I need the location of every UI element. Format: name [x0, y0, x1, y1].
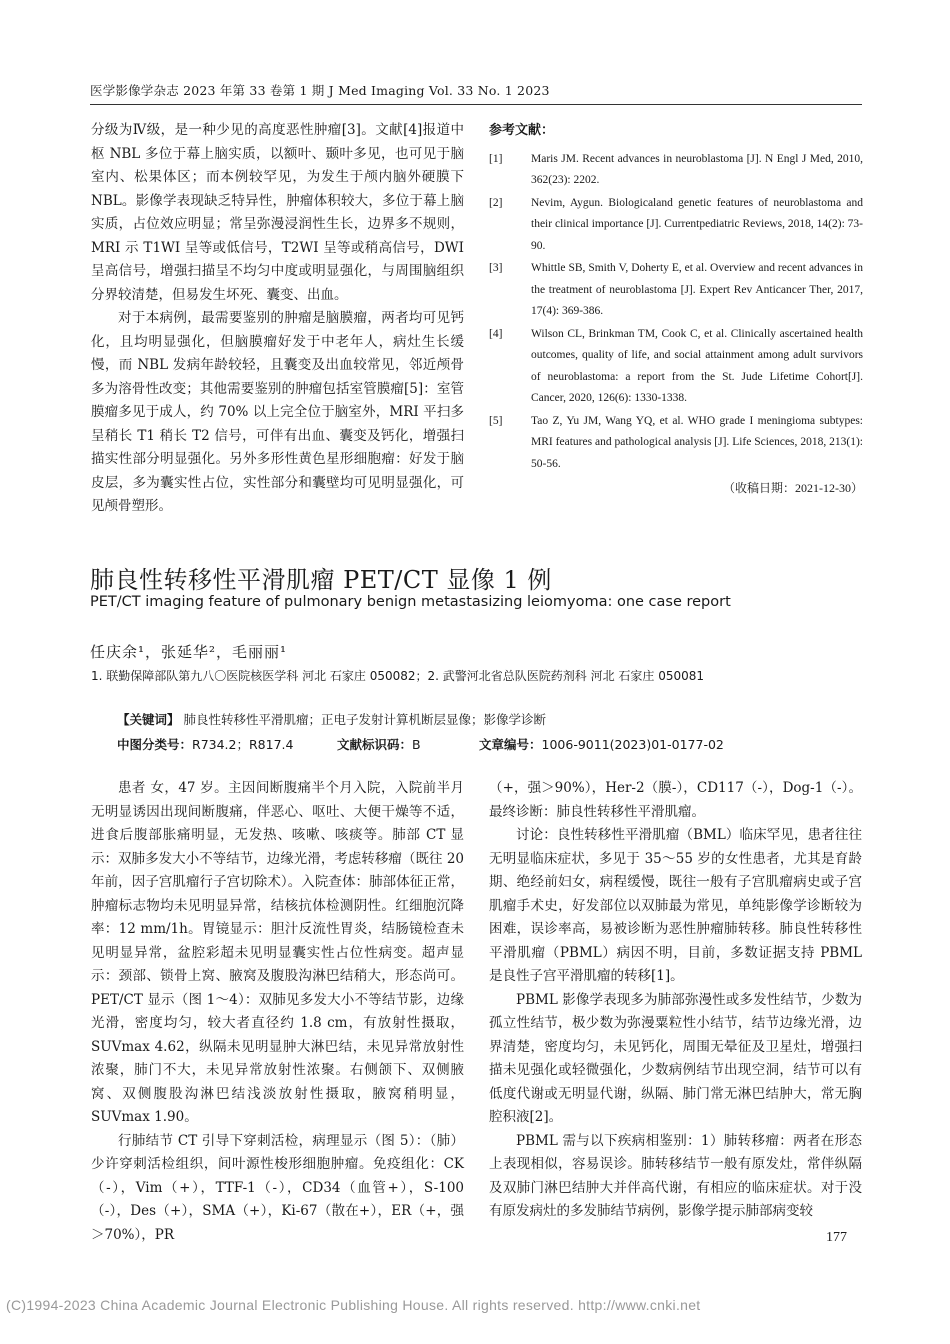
authors: 任庆余¹，张延华²，毛丽丽¹: [90, 643, 288, 661]
paragraph: （+，强＞90%），Her-2（膜-），CD117（-），Dog-1（-）。最终诊断：肺良性转移性平滑肌瘤。: [489, 780, 862, 820]
paragraph: 行肺结节 CT 引导下穿刺活检，病理显示（图 5）：（肺）少许穿刺活检组织，间叶源性梭形细胞肿瘤。免疫组化：CK（-），Vim（+），TTF-1（-），CD34（血管+），S-100（-），Des（+），SMA（+），Ki-67（散在+），ER（+，强＞70%），PR: [91, 1132, 464, 1243]
doc-code-item: [337, 735, 479, 753]
paragraph: 对于本病例，最需要鉴别的肿瘤是脑膜瘤，两者均可见钙化，且均明显强化，但脑膜瘤好发于中老年人，病灶生长缓慢，而 NBL 发病年龄较轻，且囊变及出血较常见，邻近颅骨多为溶骨性改变；其他需要鉴别的肿瘤包括室管膜瘤[5]：室管膜瘤多见于成人，约 70% 以上完全位于脑室外，MRI 平扫多呈稍长 T1 稍长 T2 信号，可伴有出血、囊变及钙化，增强扫描实性部分明显强化。另外多形性黄色星形细胞瘤：好发于脑皮层，多为囊实性占位，实性部分和囊壁均可见明显强化，可见颅骨塑形。: [91, 310, 464, 514]
paragraph: 分级为Ⅳ级，是一种少见的高度恶性肿瘤[3]。文献[4]报道中枢 NBL 多位于幕上脑实质，以额叶、颞叶多见，也可见于脑室内、松果体区；而本例较罕见，为发生于颅内脑外硬膜下 NBL。影像学表现缺乏特异性，肿瘤体积较大，多位于幕上脑实质，占位效应明显；常呈弥漫浸润性生长，边界多不规则，MRI 示 T1WI 呈等或低信号，T2WI 呈等或稍高信号，DWI 呈高信号，增强扫描呈不均匀中度或明显强化，与周围脑组织分界较清楚，但易发生坏死、囊变、出血。: [91, 122, 464, 303]
classification-line: [117, 735, 877, 753]
clc-label: 中图分类号：: [117, 737, 193, 752]
article-id-label: 文章编号：: [479, 737, 542, 752]
affiliations: 1. 联勤保障部队第九八〇医院核医学科 河北 石家庄 050082；2. 武警河北省总队医院药剂科 河北 石家庄 050081: [91, 669, 705, 683]
header-rule: [90, 104, 862, 105]
reference-item: [489, 411, 863, 476]
reference-text: Whittle SB, Smith V, Doherty E, et al. Overview and recent advances in the treatment of neuroblastoma [J]. Expert Rev Anticancer Ther, 2017, 17(4): 369-386.: [531, 262, 863, 317]
reference-item: [489, 193, 863, 258]
paragraph: 讨论：良性转移性平滑肌瘤（BML）临床罕见，患者往往无明显临床症状，多见于 35～55 岁的女性患者，尤其是育龄期、绝经前妇女，病程缓慢，既往一般有子宫肌瘤病史或子宫肌瘤手术史，好发部位以双肺最为常见，单纯影像学诊断较为困难，误诊率高，易被诊断为恶性肿瘤肺转移。肺良性转移性平滑肌瘤（PBML）病因不明，目前，多数证据支持 PBML 是良性子宫平滑肌瘤的转移[1]。: [489, 827, 862, 984]
clc-value: R734.2；R817.4: [192, 737, 294, 752]
reference-number: [2]: [489, 196, 503, 209]
paragraph: 患者 女，47 岁。主因间断腹痛半个月入院，入院前半月无明显诱因出现间断腹痛，伴恶心、呕吐、大便干燥等不适，进食后腹部胀痛明显，无发热、咳嗽、咳痰等。肺部 CT 显示：双肺多发大小不等结节，边缘光滑，考虑转移瘤（既往 20 年前，因子宫肌瘤行子宫切除术）。入院查体：肺部体征正常，肿瘤标志物均未见明显异常，结核抗体检测阴性。红细胞沉降率：12 mm/1h。胃镜显示：胆汁反流性胃炎，结肠镜检查未见明显异常，盆腔彩超未见明显囊实性占位性病变。超声显示：颈部、锁骨上窝、腋窝及腹股沟淋巴结稍大，形态尚可。PET/CT 显示（图 1～4）：双肺见多发大小不等结节影，边缘光滑，密度均匀，较大者直径约 1.8 cm，有放射性摄取，SUVmax 4.62，纵隔未见明显肿大淋巴结，未见异常放射性浓聚，肺门不大，未见异常放射性浓聚。右侧颌下、双侧腋窝、双侧腹股沟淋巴结浅淡放射性摄取，腋窝稍明显，SUVmax 1.90。: [91, 780, 464, 1125]
reference-number: [3]: [489, 262, 503, 274]
page-number: 177: [826, 1230, 847, 1245]
article-id-value: 1006-9011(2023)01-0177-02: [541, 737, 724, 752]
article-title: 肺良性转移性平滑肌瘤 PET/CT 显像 1 例: [90, 566, 552, 594]
references-heading: 参考文献：: [489, 123, 555, 138]
doc-code-label: 文献标识码：: [337, 737, 413, 752]
journal-header: 医学影像学杂志 2023 年第 33 卷第 1 期 J Med Imaging Vol. 33 No. 1 2023: [90, 83, 550, 98]
reference-number: [1]: [489, 152, 503, 165]
keywords: 肺良性转移性平滑肌瘤；正电子发射计算机断层显像；影像学诊断: [183, 712, 547, 727]
reference-item: [489, 149, 863, 192]
keywords-line: [117, 710, 546, 728]
received-date: （收稿日期：2021-12-30）: [723, 481, 863, 495]
reference-text: Maris JM. Recent advances in neuroblastoma [J]. N Engl J Med, 2010, 362(23): 2202.: [531, 152, 863, 186]
reference-text: Tao Z, Yu JM, Wang YQ, et al. WHO grade I meningioma subtypes: MRI features and pathological analysis [J]. Life Sciences, 2018, 213(1): 50-56.: [531, 414, 863, 470]
article-title-english: PET/CT imaging feature of pulmonary benign metastasizing leiomyoma: one case report: [90, 594, 731, 610]
reference-item: [489, 258, 863, 323]
body-left-column: [91, 777, 464, 1247]
reference-text: Nevim, Aygun. Biologicaland genetic features of neuroblastoma and their clinical importance [J]. Currentpediatric Reviews, 2018, 14(2): 73-90.: [531, 196, 863, 252]
previous-article-text: [91, 119, 464, 519]
reference-item: [489, 324, 863, 410]
article-id-item: [479, 735, 724, 753]
copyright-footer: (C)1994-2023 China Academic Journal Electronic Publishing House. All rights reserved. http://www.cnki.net: [6, 1297, 701, 1313]
clc-item: [117, 735, 327, 753]
keywords-label: 【关键词】: [117, 712, 180, 727]
paragraph: PBML 需与以下疾病相鉴别：1）肺转移瘤：两者在形态上表现相似，容易误诊。肺转移结节一般有原发灶，常伴纵隔及双肺门淋巴结肿大并伴高代谢，有相应的临床症状。对于没有原发病灶的多发肺结节病例，影像学提示肺部病变较: [489, 1132, 862, 1219]
reference-text: Wilson CL, Brinkman TM, Cook C, et al. Clinically ascertained health outcomes, quality of life, and social attainment among adult survivors of neuroblastoma: a report from the St. Jude Lifetime Cohort[J]. Cancer, 2020, 126(6): 1330-1338.: [531, 327, 863, 404]
reference-number: [5]: [489, 414, 503, 427]
paragraph: PBML 影像学表现多为肺部弥漫性或多发性结节，少数为孤立性结节，极少数为弥漫粟粒性小结节，结节边缘光滑，边界清楚，密度均匀，未见钙化，周围无晕征及卫星灶，增强扫描未见强化或轻微强化，少数病例结节出现空洞，结节可以有低度代谢或无明显代谢，纵隔、肺门常无淋巴结肿大，常无胸腔积液[2]。: [489, 991, 862, 1125]
doc-code-value: B: [412, 737, 421, 752]
body-right-column: [489, 777, 862, 1224]
references-section: [489, 119, 863, 501]
reference-number: [4]: [489, 327, 503, 340]
